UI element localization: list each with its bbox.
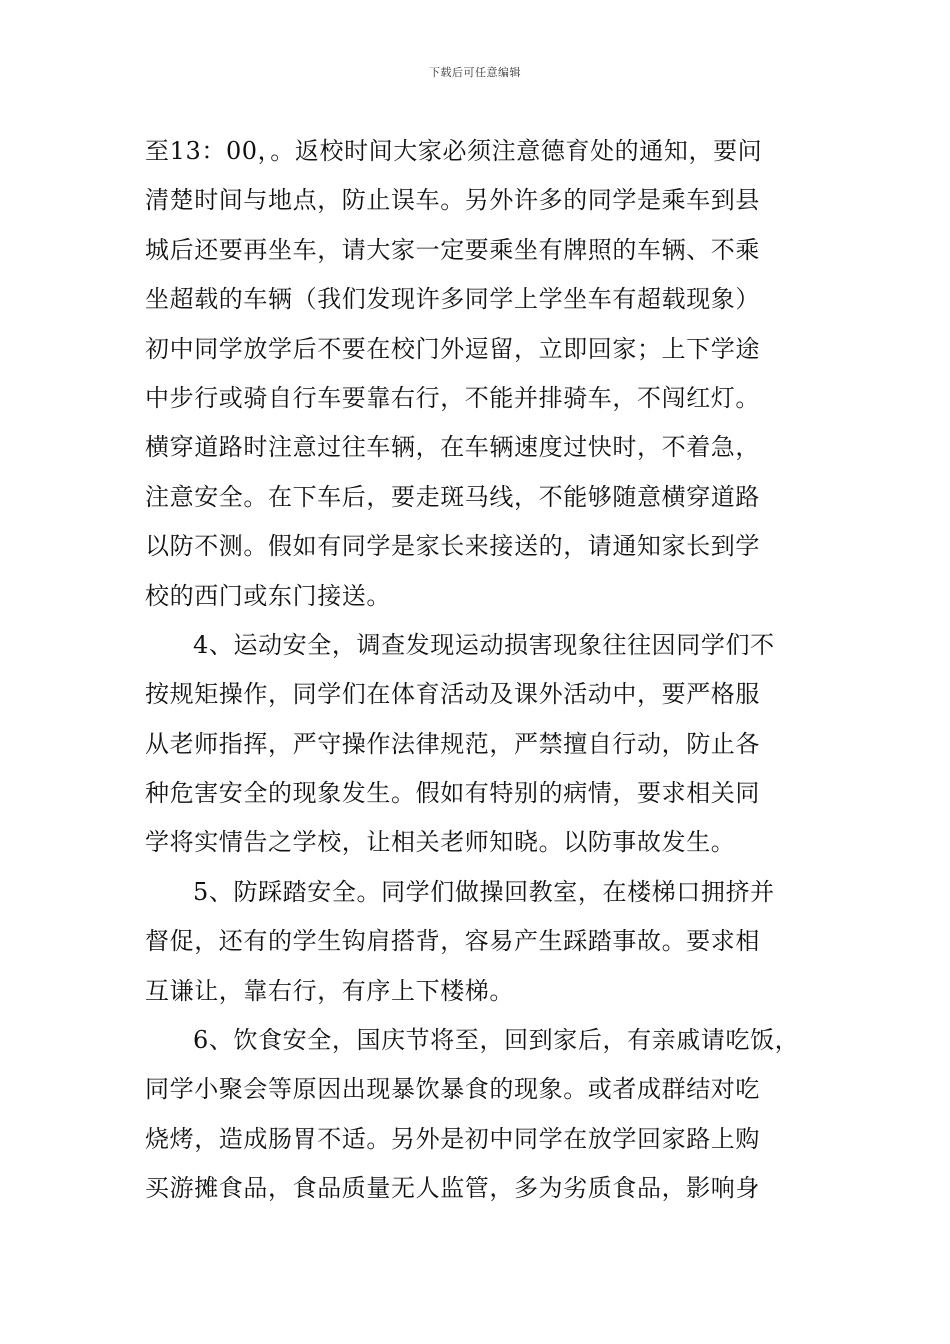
text-line: 督促，还有的学生钩肩搭背，容易产生踩踏事故。要求相: [145, 927, 760, 956]
text-line: 同学小聚会等原因出现暴饮暴食的现象。或者成群结对吃: [145, 1075, 760, 1104]
text-line: 按规矩操作，同学们在体育活动及课外活动中，要严格服: [145, 680, 760, 709]
text-line: 买游摊食品，食品质量无人监管，多为劣质食品，影响身: [145, 1174, 760, 1203]
text-line: 以防不测。假如有同学是家长来接送的，请通知家长到学: [145, 532, 760, 561]
page-header: 下载后可任意编辑: [429, 66, 521, 79]
text-line: 互谦让，靠右行，有序上下楼梯。: [145, 976, 514, 1005]
text-line: 清楚时间与地点，防止误车。另外许多的同学是乘车到县: [145, 186, 760, 215]
paragraph-start-line: 5、防踩踏安全。同学们做操回教室，在楼梯口拥挤并: [193, 877, 775, 906]
text-line: 校的西门或东门接送。: [145, 581, 391, 610]
text-line: 烧烤，造成肠胃不适。另外是初中同学在放学回家路上购: [145, 1124, 760, 1153]
document-body: [145, 127, 817, 1214]
text-line: 横穿道路时注意过往车辆，在车辆速度过快时，不着急，: [145, 433, 760, 462]
text-line: 坐超载的车辆（我们发现许多同学上学坐车有超载现象）: [145, 285, 760, 314]
text-line: 从老师指挥，严守操作法律规范，严禁擅自行动，防止各: [145, 729, 760, 758]
text-line: 中步行或骑自行车要靠右行，不能并排骑车，不闯红灯。: [145, 383, 760, 412]
paragraph-start-line: 4、运动安全，调查发现运动损害现象往往因同学们不: [193, 630, 775, 659]
text-line: 城后还要再坐车，请大家一定要乘坐有牌照的车辆、不乘: [145, 235, 760, 264]
text-line: 至13：00，。返校时间大家必须注意德育处的通知，要问: [145, 137, 763, 165]
paragraph-start-line: 6、饮食安全，国庆节将至，回到家后，有亲戚请吃饭，: [193, 1026, 800, 1055]
text-line: 学将实情告之学校，让相关老师知晓。以防事故发生。: [145, 828, 736, 857]
text-line: 种危害安全的现象发生。假如有特别的病情，要求相关同: [145, 779, 760, 808]
text-line: 初中同学放学后不要在校门外逗留，立即回家；上下学途: [145, 334, 760, 363]
text-line: 注意安全。在下车后，要走斑马线，不能够随意横穿道路: [145, 482, 760, 511]
